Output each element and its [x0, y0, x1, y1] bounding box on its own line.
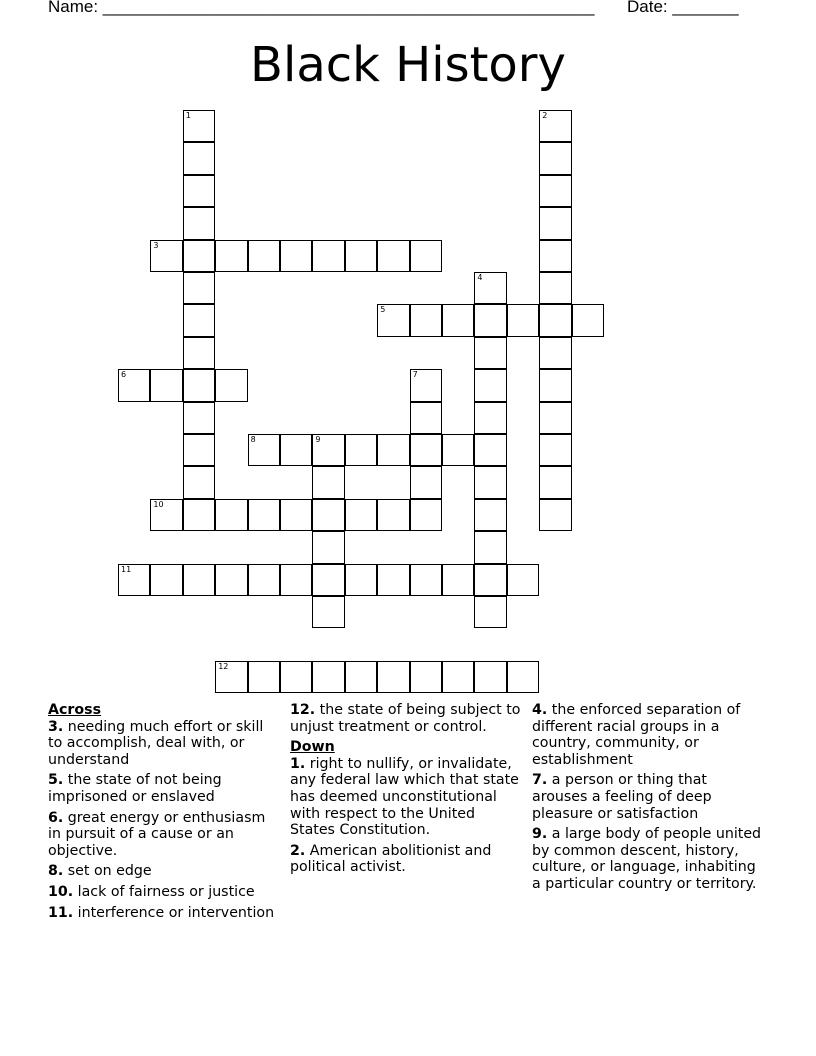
grid-cell[interactable] [248, 661, 280, 693]
grid-cell[interactable] [410, 466, 442, 498]
clue-number-label: 4 [477, 273, 483, 282]
clue-number-label: 8 [250, 435, 256, 444]
clue-down-7: 7. a person or thing that arouses a feeling of deep pleasure or satisfaction [532, 772, 712, 822]
grid-cell[interactable] [312, 564, 344, 596]
grid-cell[interactable] [312, 661, 344, 693]
grid-cell[interactable] [345, 240, 377, 272]
grid-cell[interactable] [377, 240, 409, 272]
grid-cell[interactable] [183, 564, 215, 596]
grid-cell[interactable] [410, 499, 442, 531]
grid-cell[interactable] [150, 499, 182, 531]
grid-cell[interactable] [507, 304, 539, 336]
grid-cell[interactable] [377, 564, 409, 596]
grid-cell[interactable] [474, 564, 506, 596]
grid-cell[interactable] [474, 304, 506, 336]
grid-cell[interactable] [248, 240, 280, 272]
grid-cell[interactable] [280, 240, 312, 272]
clue-number-label: 10 [153, 499, 164, 509]
grid-cell[interactable] [118, 369, 150, 401]
grid-cell[interactable] [183, 142, 215, 174]
grid-cell[interactable] [183, 434, 215, 466]
grid-cell[interactable] [280, 564, 312, 596]
grid-cell[interactable] [539, 175, 571, 207]
grid-cell[interactable] [539, 434, 571, 466]
grid-cell[interactable] [474, 661, 506, 693]
grid-cell[interactable] [410, 369, 442, 401]
grid-cell[interactable] [215, 499, 247, 531]
grid-cell[interactable] [312, 499, 344, 531]
clue-number-label: 3 [153, 240, 159, 250]
clue-number-label: 2 [542, 111, 548, 120]
grid-cell[interactable] [345, 434, 377, 466]
grid-cell[interactable] [539, 499, 571, 531]
grid-cell[interactable] [215, 240, 247, 272]
clue-number-label: 12 [218, 661, 229, 671]
grid-cell[interactable] [150, 240, 182, 272]
grid-cell[interactable] [377, 304, 409, 336]
grid-cell[interactable] [183, 304, 215, 336]
grid-cell[interactable] [474, 402, 506, 434]
clue-down-4: 4. the enforced separation of different racial groups in a country, community, or establishment [532, 702, 741, 768]
grid-cell[interactable] [183, 499, 215, 531]
clue-down-2: 2. American abolitionist and political activist. [290, 842, 492, 876]
grid-cell[interactable] [312, 531, 344, 563]
clues-column-1 [48, 702, 280, 925]
grid-cell[interactable] [539, 337, 571, 369]
grid-cell[interactable] [345, 564, 377, 596]
grid-cell[interactable] [474, 596, 506, 628]
grid-cell[interactable] [539, 240, 571, 272]
clue-across-12: 12. the state of being subject to unjust treatment or control. [290, 702, 521, 735]
grid-cell[interactable] [410, 304, 442, 336]
grid-cell[interactable] [118, 564, 150, 596]
grid-cell[interactable] [474, 337, 506, 369]
grid-cell[interactable] [183, 272, 215, 304]
grid-cell[interactable] [183, 207, 215, 239]
grid-cell[interactable] [377, 499, 409, 531]
grid-cell[interactable] [312, 466, 344, 498]
clue-down-1: 1. right to nullify, or invalidate, any federal law which that state has deemed unconstitutional with respect to the United States Constitution. [290, 755, 519, 839]
clue-number-label: 1 [185, 111, 191, 120]
grid-cell[interactable] [150, 369, 182, 401]
grid-cell[interactable] [507, 661, 539, 693]
grid-cell[interactable] [215, 369, 247, 401]
grid-cell[interactable] [312, 596, 344, 628]
grid-cell[interactable] [410, 434, 442, 466]
down-heading: Down [290, 739, 335, 756]
page-title: Black History [250, 37, 566, 93]
grid-cell[interactable] [539, 142, 571, 174]
grid-cell[interactable] [539, 207, 571, 239]
grid-cell[interactable] [183, 110, 215, 142]
grid-cell[interactable] [183, 402, 215, 434]
grid-cell[interactable] [183, 337, 215, 369]
clue-number-label: 6 [121, 370, 127, 380]
grid-cell[interactable] [539, 466, 571, 498]
clue-down-9: 9. a large body of people united by common descent, history, culture, or language, inhabiting a particular country or territory. [532, 826, 762, 892]
grid-cell[interactable] [442, 304, 474, 336]
clue-across-10: 10. lack of fairness or justice [48, 883, 255, 900]
grid-cell[interactable] [442, 434, 474, 466]
grid-cell[interactable] [474, 466, 506, 498]
grid-cell[interactable] [539, 304, 571, 336]
grid-cell[interactable] [377, 434, 409, 466]
grid-cell[interactable] [474, 434, 506, 466]
grid-cell[interactable] [280, 434, 312, 466]
grid-cell[interactable] [474, 531, 506, 563]
grid-cell[interactable] [474, 499, 506, 531]
clue-number-label: 11 [121, 564, 132, 574]
clue-number-label: 9 [315, 435, 321, 444]
grid-cell[interactable] [248, 499, 280, 531]
clue-across-3: 3. needing much effort or skill to accomplish, deal with, or understand [48, 718, 264, 768]
grid-cell[interactable] [215, 661, 247, 693]
grid-cell[interactable] [474, 369, 506, 401]
grid-cell[interactable] [280, 499, 312, 531]
grid-cell[interactable] [345, 499, 377, 531]
date-field-line[interactable]: Date: _______ [627, 0, 739, 16]
grid-cell[interactable] [539, 369, 571, 401]
grid-cell[interactable] [474, 272, 506, 304]
grid-cell[interactable] [312, 434, 344, 466]
across-heading: Across [48, 702, 102, 718]
grid-cell[interactable] [183, 240, 215, 272]
grid-cell[interactable] [539, 402, 571, 434]
clue-across-6: 6. great energy or enthusiasm in pursuit of a cause or an objective. [48, 809, 266, 859]
grid-cell[interactable] [539, 272, 571, 304]
clue-across-5: 5. the state of not being imprisoned or enslaved [48, 772, 222, 805]
grid-cell[interactable] [410, 240, 442, 272]
grid-cell[interactable] [539, 110, 571, 142]
grid-cell[interactable] [507, 564, 539, 596]
clue-number-label: 5 [380, 305, 386, 315]
grid-cell[interactable] [572, 304, 604, 336]
clue-number-label: 7 [412, 370, 418, 380]
clue-across-11: 11. interference or intervention [48, 904, 275, 921]
grid-cell[interactable] [150, 564, 182, 596]
grid-cell[interactable] [410, 402, 442, 434]
name-field-line[interactable]: Name: ____________________________________________________ [48, 0, 595, 16]
grid-cell[interactable] [215, 564, 247, 596]
grid-cell[interactable] [248, 434, 280, 466]
grid-cell[interactable] [345, 661, 377, 693]
grid-cell[interactable] [312, 240, 344, 272]
grid-cell[interactable] [183, 175, 215, 207]
grid-cell[interactable] [377, 661, 409, 693]
grid-cell[interactable] [248, 564, 280, 596]
clues-column-3 [532, 702, 764, 897]
clue-across-8: 8. set on edge [48, 863, 152, 880]
grid-cell[interactable] [442, 564, 474, 596]
grid-cell[interactable] [410, 564, 442, 596]
grid-cell[interactable] [183, 466, 215, 498]
grid-cell[interactable] [410, 661, 442, 693]
grid-cell[interactable] [183, 369, 215, 401]
clues-column-2 [290, 702, 522, 880]
grid-cell[interactable] [280, 661, 312, 693]
grid-cell[interactable] [442, 661, 474, 693]
